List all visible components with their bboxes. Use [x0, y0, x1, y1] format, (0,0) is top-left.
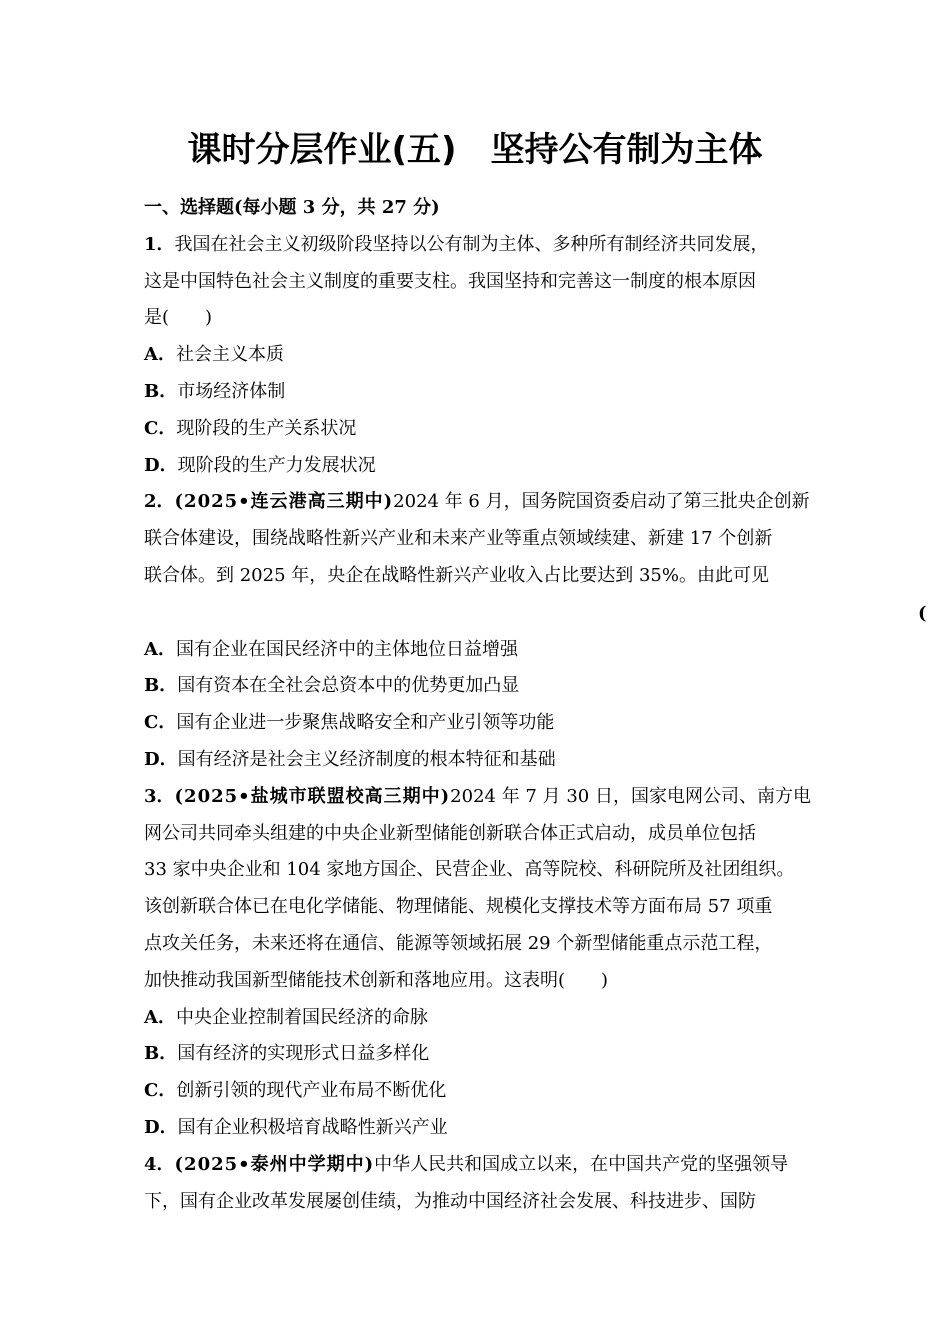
- question-3-line-6: 加快推动我国新型储能技术创新和落地应用。这表明( ): [144, 969, 609, 991]
- question-source: (2025•连云港高三期中): [174, 491, 394, 513]
- option-b: [144, 1036, 824, 1073]
- option-letter: A．: [144, 1006, 176, 1028]
- question-2-line-2: 联合体建设，围绕战略性新兴产业和未来产业等重点领域续建、新建 17 个创新: [144, 528, 773, 550]
- option-d: [144, 742, 824, 779]
- question-source: (2025•泰州中学期中): [174, 1153, 375, 1175]
- option-text: 中央企业控制着国民经济的命脉: [175, 1006, 428, 1028]
- option-a: [144, 337, 824, 374]
- question-text: 2024 年 6 月，国务院国资委启动了第三批央企创新: [393, 491, 810, 513]
- option-letter: D．: [144, 1116, 178, 1138]
- question-2-line-1: [144, 484, 824, 521]
- option-a: [144, 1000, 824, 1037]
- question-text: 2024 年 7 月 30 日，国家电网公司、南方电: [450, 785, 811, 807]
- option-text: 国有企业进一步聚焦战略安全和产业引领等功能: [176, 712, 555, 734]
- option-c: [144, 1073, 824, 1110]
- question-3-line-4: 该创新联合体已在电化学储能、物理储能、规模化支撑技术等方面布局 57 项重: [144, 896, 773, 918]
- section-heading: [144, 190, 824, 227]
- option-letter: B．: [144, 675, 178, 697]
- option-text: 市场经济体制: [177, 380, 286, 402]
- option-letter: C．: [144, 417, 177, 439]
- option-letter: C．: [144, 1080, 177, 1102]
- section-heading-note: (每小题 3 分，共 27 分): [234, 197, 440, 218]
- section-heading-text: 一、选择题: [144, 197, 234, 218]
- question-2-line-3: 联合体。到 2025 年，央企在战略性新兴产业收入占比要达到 35%。由此可见: [144, 564, 769, 586]
- option-letter: B．: [144, 1043, 178, 1065]
- option-letter: D．: [144, 748, 178, 770]
- question-3-line-2: 网公司共同牵头组建的中央企业新型储能创新联合体正式启动，成员单位包括: [144, 822, 756, 844]
- question-1: [144, 227, 824, 485]
- document-body: [144, 190, 824, 1220]
- answer-bracket: (: [918, 603, 927, 624]
- question-1-line-2: 这是中国特色社会主义制度的重要支柱。我国坚持和完善这一制度的根本原因: [144, 270, 756, 292]
- question-4: [144, 1147, 824, 1221]
- option-b: [144, 374, 824, 411]
- option-letter: B．: [144, 380, 178, 402]
- option-text: 现阶段的生产力发展状况: [177, 454, 376, 476]
- question-3-line-5: 点攻关任务，未来还将在通信、能源等领域拓展 29 个新型储能重点示范工程，: [144, 932, 773, 954]
- question-text: 我国在社会主义初级阶段坚持以公有制为主体、多种所有制经济共同发展，: [174, 233, 769, 255]
- option-c: [144, 411, 824, 448]
- question-1-line-3: 是( ): [144, 307, 213, 329]
- option-c: [144, 705, 824, 742]
- option-text: 国有经济是社会主义经济制度的根本特征和基础: [177, 748, 556, 770]
- question-number: 1．: [144, 233, 175, 255]
- question-text: 中华人民共和国成立以来，在中国共产党的坚强领导: [374, 1153, 789, 1175]
- question-1-line-1: [144, 227, 824, 264]
- question-4-line-2: 下，国有企业改革发展屡创佳绩，为推动中国经济社会发展、科技进步、国防: [144, 1190, 756, 1212]
- option-text: 社会主义本质: [175, 344, 284, 366]
- question-source: (2025•盐城市联盟校高三期中): [174, 785, 451, 807]
- question-3-line-3: 33 家中央企业和 104 家地方国企、民营企业、高等院校、科研院所及社团组织。: [144, 859, 795, 881]
- question-3-line-1: [144, 779, 824, 816]
- option-a: [144, 632, 824, 669]
- question-3: [144, 779, 824, 1147]
- question-number: 2．: [144, 491, 175, 513]
- question-2-blank-line: [144, 595, 824, 632]
- option-text: 国有经济的实现形式日益多样化: [177, 1043, 430, 1065]
- page-title: 课时分层作业(五) 坚持公有制为主体: [187, 130, 763, 170]
- option-text: 国有企业在国民经济中的主体地位日益增强: [175, 638, 518, 660]
- option-letter: A．: [144, 638, 176, 660]
- question-number: 4．: [144, 1153, 175, 1175]
- option-text: 国有资本在全社会总资本中的优势更加凸显: [177, 675, 520, 697]
- option-text: 现阶段的生产关系状况: [176, 417, 357, 439]
- option-letter: C．: [144, 712, 177, 734]
- option-text: 创新引领的现代产业布局不断优化: [176, 1080, 447, 1102]
- option-text: 国有企业积极培育战略性新兴产业: [177, 1116, 448, 1138]
- question-2: [144, 484, 824, 778]
- question-number: 3．: [144, 785, 175, 807]
- option-b: [144, 668, 824, 705]
- question-4-line-1: [144, 1147, 824, 1184]
- option-letter: D．: [144, 454, 178, 476]
- option-letter: A．: [144, 344, 176, 366]
- option-d: [144, 1110, 824, 1147]
- option-d: [144, 448, 824, 485]
